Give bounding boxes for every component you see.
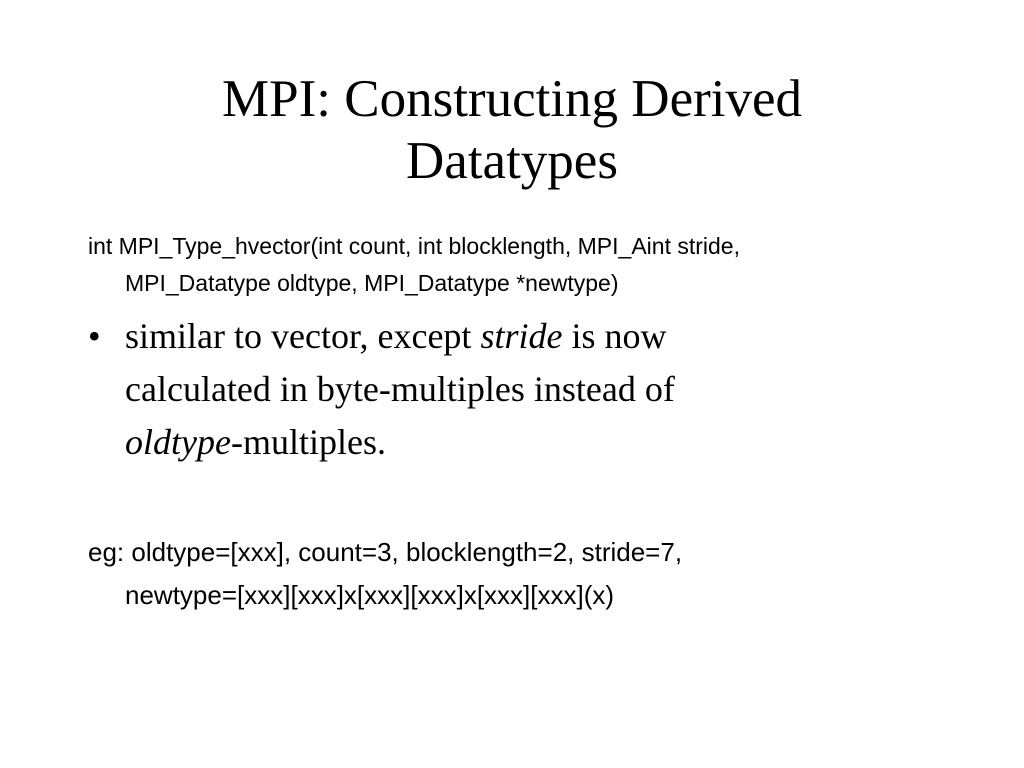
function-signature-line-1: int MPI_Type_hvector(int count, int blocklength, MPI_Aint stride, (88, 233, 740, 259)
function-signature (88, 228, 968, 302)
bullet-line-1-prefix: similar to vector, except (125, 316, 481, 356)
slide-title-line-1: MPI: Constructing Derived (222, 70, 802, 128)
bullet-line-2: calculated in byte-multiples instead of (125, 369, 675, 409)
example-block (88, 531, 968, 617)
bullet-line-1-suffix: is now (562, 316, 667, 356)
bullet-line-3 (88, 416, 968, 469)
example-line-2: newtype=[xxx][xxx]x[xxx][xxx]x[xxx][xxx](x) (125, 580, 615, 610)
example-line-1: eg: oldtype=[xxx], count=3, blocklength=2, stride=7, (88, 537, 683, 567)
bullet-term-oldtype: oldtype (125, 422, 231, 462)
slide-title-line-2: Datatypes (406, 132, 618, 190)
bullet-point (88, 310, 968, 469)
slide-title (60, 68, 964, 192)
function-signature-line-2: MPI_Datatype oldtype, MPI_Datatype *newtype) (125, 270, 619, 296)
bullet-line-1 (88, 310, 968, 363)
bullet-line-3-suffix: -multiples. (230, 422, 386, 462)
bullet-term-stride: stride (480, 316, 563, 356)
bullet-marker: • (88, 316, 101, 356)
